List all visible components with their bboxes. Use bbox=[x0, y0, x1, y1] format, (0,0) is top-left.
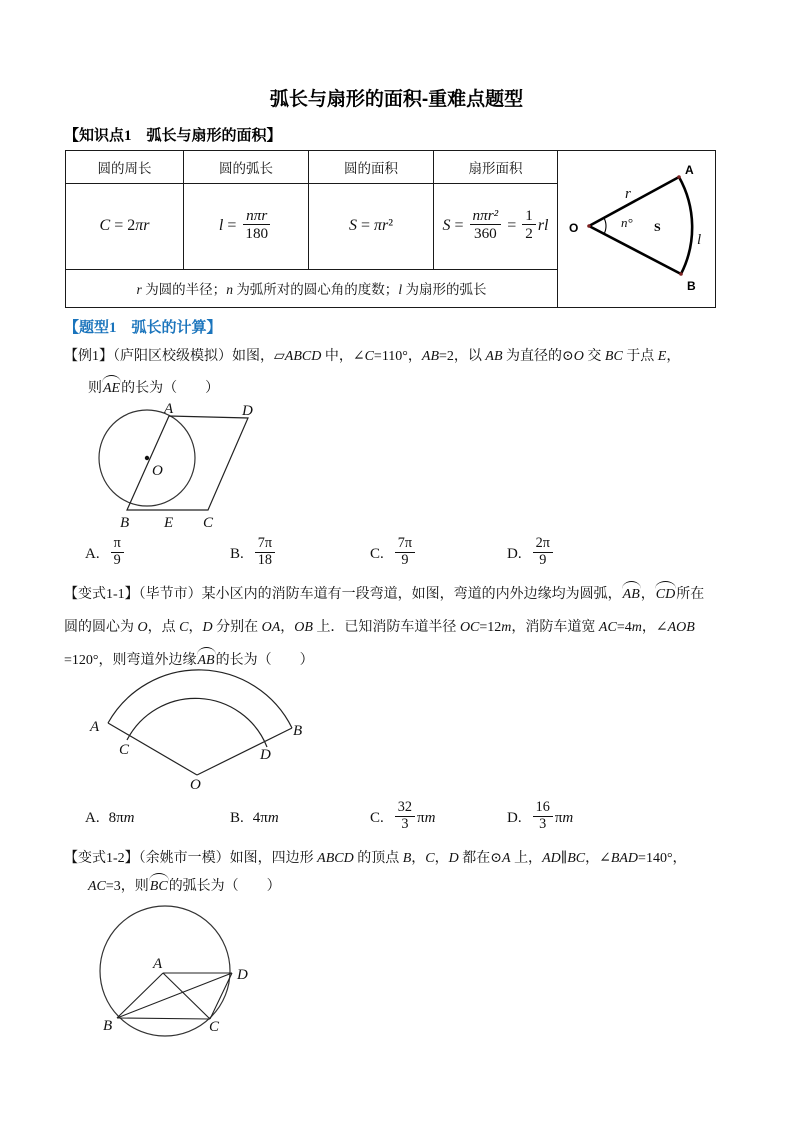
sector-diagram-cell bbox=[558, 151, 716, 308]
label-c: C bbox=[203, 515, 214, 531]
label-l: l bbox=[697, 232, 702, 248]
problem2-option-c bbox=[370, 798, 435, 838]
option-letter: A. bbox=[85, 809, 100, 826]
label-b: B bbox=[103, 1018, 113, 1034]
sector-radius-ob bbox=[589, 226, 681, 274]
label-b: B bbox=[687, 279, 696, 293]
option-value: 4πm bbox=[252, 809, 279, 826]
sector-arc bbox=[679, 177, 692, 274]
problem1-line2: 则AE的长为（ ） bbox=[88, 379, 219, 399]
problem3-line1: 【变式1-2】（余姚市一模）如图，四边形 ABCD 的顶点 B，C，D 都在⊙A 上，AD∥BC，∠BAD=140°， bbox=[64, 851, 687, 866]
problem2-option-a bbox=[85, 798, 135, 838]
segment-bd bbox=[117, 973, 232, 1018]
parallelogram-abcd bbox=[127, 416, 248, 510]
problem1-option-a bbox=[85, 534, 126, 574]
label-s: S bbox=[654, 220, 661, 234]
formula-sector-area: S = $\frac{\text{nπr²}}{360}$ = $\frac{1}{2}$ rl bbox=[434, 184, 558, 270]
problem1-option-d bbox=[507, 534, 555, 574]
label-n-degrees: n° bbox=[621, 215, 633, 230]
problem2-line2: 圆的圆心为 O，点 C，D 分别在 OA，OB 上．已知消防车道半径 OC=12m，消防车道宽 AC=4m，∠AOB bbox=[64, 620, 695, 635]
label-r: r bbox=[625, 186, 631, 202]
problem2-option-b bbox=[230, 798, 279, 838]
option-letter: C. bbox=[370, 545, 384, 562]
label-o: O bbox=[190, 777, 201, 793]
option-letter: C. bbox=[370, 809, 384, 826]
label-b: B bbox=[120, 515, 130, 531]
option-letter: B. bbox=[230, 809, 244, 826]
knowledge-point-header: 【知识点1 弧长与扇形的面积】 bbox=[64, 128, 282, 144]
option-value: $\frac{7\pi}{9}$ bbox=[393, 538, 417, 571]
option-value: $\frac{7\pi}{18}$ bbox=[253, 538, 277, 571]
problem2-line1: 【变式1-1】（毕节市）某小区内的消防车道有一段弯道，如图，弯道的内外边缘均为圆弧，AB，CD所在 bbox=[64, 585, 704, 605]
segment-ab bbox=[117, 973, 163, 1018]
vertex-dot-a bbox=[677, 175, 681, 179]
segment-bc bbox=[117, 1018, 210, 1019]
label-b: B bbox=[293, 723, 303, 739]
sector-diagram bbox=[559, 151, 714, 303]
problem1-option-b bbox=[230, 534, 277, 574]
table-note: r 为圆的半径；n 为弧所对的圆心角的度数；l 为扇形的弧长 bbox=[66, 269, 558, 307]
option-value: $\frac{\pi}{9}$ bbox=[109, 538, 126, 571]
option-letter: B. bbox=[230, 545, 244, 562]
label-a: A bbox=[164, 401, 174, 417]
sector-radius-oa bbox=[589, 177, 679, 226]
label-d: D bbox=[242, 403, 253, 419]
page-title: 弧长与扇形的面积-重难点题型 bbox=[269, 89, 524, 110]
problem2-diagram bbox=[85, 665, 325, 795]
label-a: A bbox=[685, 163, 694, 177]
option-letter: D. bbox=[507, 545, 522, 562]
option-value: 8πm bbox=[108, 809, 135, 826]
option-letter: D. bbox=[507, 809, 522, 826]
label-o: O bbox=[569, 221, 579, 235]
label-d: D bbox=[237, 967, 248, 983]
knowledge-table bbox=[65, 150, 716, 308]
vertex-dot-b bbox=[679, 272, 683, 276]
label-e: E bbox=[164, 515, 174, 531]
formula-circle-area: S = πr² bbox=[309, 184, 434, 270]
label-a: A bbox=[153, 956, 163, 972]
option-value: $\frac{32}{3}$ πm bbox=[393, 802, 436, 835]
option-value: $\frac{2\pi}{9}$ bbox=[531, 538, 555, 571]
problem2-option-d bbox=[507, 798, 573, 838]
option-letter: A. bbox=[85, 545, 100, 562]
table-header-sector-area: 扇形面积 bbox=[434, 151, 558, 184]
angle-mark bbox=[604, 218, 606, 234]
formula-circumference: C = 2πr bbox=[66, 184, 184, 270]
table-header-arc-length: 圆的弧长 bbox=[184, 151, 309, 184]
formula-arc-length: l = $\frac{\text{nπr}}{180}$ bbox=[184, 184, 309, 270]
label-o: O bbox=[152, 463, 163, 479]
problem3-line2: AC=3，则BC的弧长为（ ） bbox=[88, 877, 281, 897]
problem1-option-c bbox=[370, 534, 417, 574]
topic-header: 【题型1 弧长的计算】 bbox=[64, 320, 222, 336]
problem3-diagram bbox=[90, 900, 255, 1045]
problem1-line1: 【例1】（庐阳区校级模拟）如图，▱ABCD 中，∠C=110°，AB=2，以 AB 为直径的⊙O 交 BC 于点 E， bbox=[64, 349, 681, 364]
option-value: $\frac{16}{3}$ πm bbox=[531, 802, 574, 835]
label-d: D bbox=[260, 747, 271, 763]
center-dot-o bbox=[145, 456, 149, 460]
label-c: C bbox=[119, 742, 130, 758]
problem1-diagram bbox=[80, 400, 290, 532]
segment-ac bbox=[163, 973, 210, 1019]
problem2-line3: =120°，则弯道外边缘AB的长为（ ） bbox=[64, 651, 314, 671]
table-header-circumference: 圆的周长 bbox=[66, 151, 184, 184]
label-a: A bbox=[90, 719, 100, 735]
vertex-dot-o bbox=[587, 224, 591, 228]
inner-arc-cd bbox=[127, 698, 267, 747]
table-header-circle-area: 圆的面积 bbox=[309, 151, 434, 184]
ray-ob bbox=[197, 728, 292, 775]
label-c: C bbox=[209, 1019, 220, 1035]
